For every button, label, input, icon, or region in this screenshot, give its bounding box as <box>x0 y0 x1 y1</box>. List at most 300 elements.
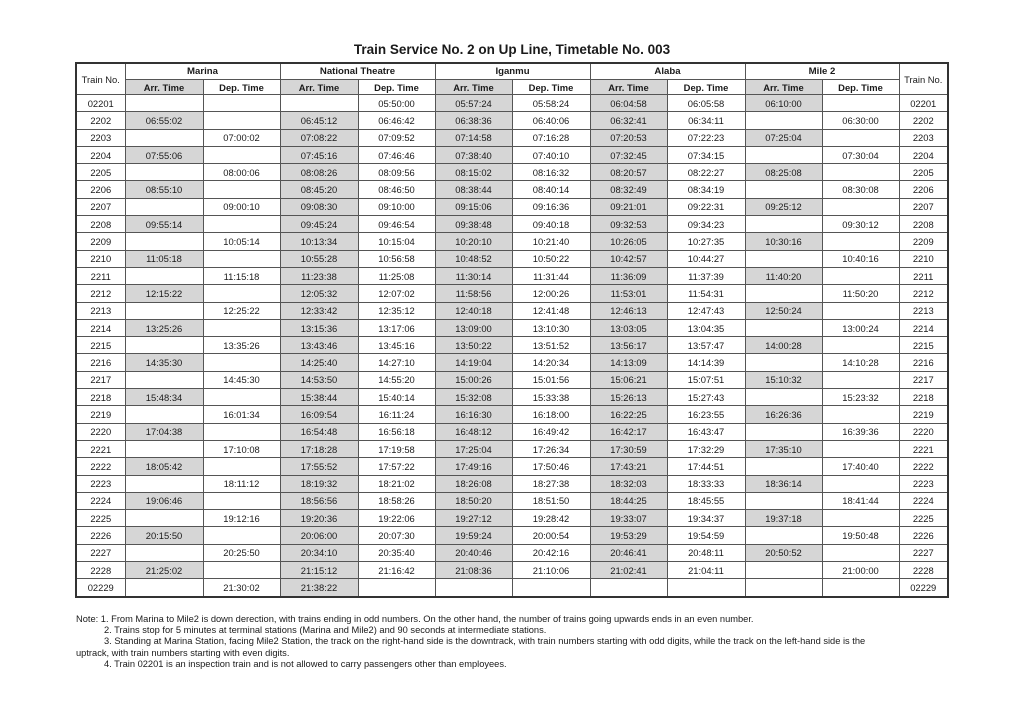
dep-time-header: Dep. Time <box>667 80 745 95</box>
arrival-time-cell: 14:25:40 <box>280 354 358 371</box>
departure-time-cell: 17:32:29 <box>667 440 745 457</box>
departure-time-cell: 15:40:14 <box>358 389 435 406</box>
arrival-time-cell <box>125 510 203 527</box>
departure-time-cell: 08:30:08 <box>822 181 899 198</box>
departure-time-cell: 11:25:08 <box>358 267 435 284</box>
arrival-time-cell: 08:15:02 <box>435 164 512 181</box>
arrival-time-cell: 10:20:10 <box>435 233 512 250</box>
train-no-cell-right: 2213 <box>899 302 948 319</box>
departure-time-cell: 08:00:06 <box>203 164 280 181</box>
arrival-time-cell: 13:56:17 <box>590 337 667 354</box>
train-no-cell: 2214 <box>76 319 125 336</box>
arrival-time-cell: 14:00:28 <box>745 337 822 354</box>
arrival-time-cell: 16:42:17 <box>590 423 667 440</box>
arrival-time-cell: 16:09:54 <box>280 406 358 423</box>
arrival-time-cell: 07:14:58 <box>435 129 512 146</box>
departure-time-cell <box>203 527 280 544</box>
departure-time-cell: 08:40:14 <box>512 181 590 198</box>
departure-time-cell: 07:16:28 <box>512 129 590 146</box>
arrival-time-cell: 14:53:50 <box>280 371 358 388</box>
train-no-cell: 2203 <box>76 129 125 146</box>
train-no-cell-right: 2217 <box>899 371 948 388</box>
departure-time-cell: 07:09:52 <box>358 129 435 146</box>
arrival-time-cell: 17:30:59 <box>590 440 667 457</box>
departure-time-cell: 17:19:58 <box>358 440 435 457</box>
departure-time-cell: 08:46:50 <box>358 181 435 198</box>
table-row <box>76 267 948 284</box>
train-no-cell: 2217 <box>76 371 125 388</box>
table-row <box>76 510 948 527</box>
train-no-cell-right: 2219 <box>899 406 948 423</box>
departure-time-cell: 10:50:22 <box>512 250 590 267</box>
departure-time-cell: 13:17:06 <box>358 319 435 336</box>
arrival-time-cell: 09:08:30 <box>280 198 358 215</box>
departure-time-cell: 09:34:23 <box>667 216 745 233</box>
train-no-cell-right: 2216 <box>899 354 948 371</box>
departure-time-cell: 18:33:33 <box>667 475 745 492</box>
arrival-time-cell <box>125 337 203 354</box>
arrival-time-cell: 18:05:42 <box>125 458 203 475</box>
arrival-time-cell <box>745 492 822 509</box>
train-no-cell-right: 2206 <box>899 181 948 198</box>
arrival-time-cell <box>745 527 822 544</box>
arrival-time-cell: 08:25:08 <box>745 164 822 181</box>
arrival-time-cell <box>745 562 822 579</box>
train-no-cell: 2224 <box>76 492 125 509</box>
arrival-time-cell: 07:25:04 <box>745 129 822 146</box>
departure-time-cell: 17:57:22 <box>358 458 435 475</box>
arrival-time-cell: 19:06:46 <box>125 492 203 509</box>
table-row <box>76 285 948 302</box>
departure-time-cell: 13:51:52 <box>512 337 590 354</box>
departure-time-cell: 19:28:42 <box>512 510 590 527</box>
departure-time-cell <box>203 112 280 129</box>
arrival-time-cell: 12:40:18 <box>435 302 512 319</box>
departure-time-cell: 18:51:50 <box>512 492 590 509</box>
departure-time-cell <box>822 579 899 597</box>
departure-time-cell <box>822 510 899 527</box>
departure-time-cell: 19:54:59 <box>667 527 745 544</box>
train-no-cell-right: 2225 <box>899 510 948 527</box>
train-no-cell-right: 2207 <box>899 198 948 215</box>
departure-time-cell: 07:30:04 <box>822 146 899 163</box>
arrival-time-cell: 17:25:04 <box>435 440 512 457</box>
arrival-time-cell: 10:26:05 <box>590 233 667 250</box>
departure-time-cell <box>203 389 280 406</box>
train-no-cell: 2218 <box>76 389 125 406</box>
arrival-time-cell: 09:55:14 <box>125 216 203 233</box>
arrival-time-cell: 13:03:05 <box>590 319 667 336</box>
departure-time-cell: 11:31:44 <box>512 267 590 284</box>
arrival-time-cell: 08:08:26 <box>280 164 358 181</box>
departure-time-cell: 12:00:26 <box>512 285 590 302</box>
departure-time-cell: 14:27:10 <box>358 354 435 371</box>
departure-time-cell: 21:16:42 <box>358 562 435 579</box>
departure-time-cell: 09:22:31 <box>667 198 745 215</box>
arrival-time-cell: 15:48:34 <box>125 389 203 406</box>
departure-time-cell: 09:10:00 <box>358 198 435 215</box>
arrival-time-cell: 10:30:16 <box>745 233 822 250</box>
train-no-cell: 2207 <box>76 198 125 215</box>
departure-time-cell: 06:46:42 <box>358 112 435 129</box>
arrival-time-cell <box>125 371 203 388</box>
arrival-time-cell: 15:00:26 <box>435 371 512 388</box>
departure-time-cell: 20:35:40 <box>358 544 435 561</box>
arrival-time-cell: 18:50:20 <box>435 492 512 509</box>
train-no-cell-right: 2203 <box>899 129 948 146</box>
departure-time-cell: 16:01:34 <box>203 406 280 423</box>
arrival-time-cell <box>590 579 667 597</box>
departure-time-cell <box>822 544 899 561</box>
train-no-cell-right: 2209 <box>899 233 948 250</box>
departure-time-cell: 10:40:16 <box>822 250 899 267</box>
departure-time-cell <box>822 267 899 284</box>
train-no-cell: 2219 <box>76 406 125 423</box>
arrival-time-cell: 19:37:18 <box>745 510 822 527</box>
departure-time-cell: 07:46:46 <box>358 146 435 163</box>
departure-time-cell: 06:30:00 <box>822 112 899 129</box>
arrival-time-cell: 13:50:22 <box>435 337 512 354</box>
table-row <box>76 579 948 597</box>
table-row <box>76 164 948 181</box>
arrival-time-cell: 17:55:52 <box>280 458 358 475</box>
arrival-time-cell: 05:57:24 <box>435 95 512 112</box>
arrival-time-cell: 19:33:07 <box>590 510 667 527</box>
arrival-time-cell: 11:53:01 <box>590 285 667 302</box>
arrival-time-cell: 17:35:10 <box>745 440 822 457</box>
departure-time-cell: 09:00:10 <box>203 198 280 215</box>
departure-time-cell: 10:27:35 <box>667 233 745 250</box>
train-no-cell-right: 2226 <box>899 527 948 544</box>
arrival-time-cell: 21:38:22 <box>280 579 358 597</box>
arrival-time-cell: 07:32:45 <box>590 146 667 163</box>
departure-time-cell: 06:40:06 <box>512 112 590 129</box>
arrival-time-cell <box>745 423 822 440</box>
departure-time-cell: 05:50:00 <box>358 95 435 112</box>
train-no-cell-right: 2208 <box>899 216 948 233</box>
train-no-cell: 2211 <box>76 267 125 284</box>
departure-time-cell <box>203 95 280 112</box>
departure-time-cell: 11:50:20 <box>822 285 899 302</box>
dep-time-header: Dep. Time <box>358 80 435 95</box>
departure-time-cell: 14:10:28 <box>822 354 899 371</box>
departure-time-cell: 14:20:34 <box>512 354 590 371</box>
arrival-time-cell: 08:20:57 <box>590 164 667 181</box>
table-row <box>76 423 948 440</box>
train-no-cell-right: 2220 <box>899 423 948 440</box>
arrival-time-cell <box>125 579 203 597</box>
train-no-cell-right: 2204 <box>899 146 948 163</box>
train-no-cell: 2206 <box>76 181 125 198</box>
dep-time-header: Dep. Time <box>822 80 899 95</box>
arrival-time-cell: 20:15:50 <box>125 527 203 544</box>
arrival-time-cell: 15:06:21 <box>590 371 667 388</box>
train-no-cell-right: 2212 <box>899 285 948 302</box>
arrival-time-cell: 19:27:12 <box>435 510 512 527</box>
arrival-time-cell: 17:43:21 <box>590 458 667 475</box>
departure-time-cell <box>203 250 280 267</box>
arrival-time-cell: 06:45:12 <box>280 112 358 129</box>
departure-time-cell: 12:41:48 <box>512 302 590 319</box>
departure-time-cell: 12:47:43 <box>667 302 745 319</box>
arrival-time-cell <box>745 250 822 267</box>
train-no-cell-right: 2202 <box>899 112 948 129</box>
train-no-cell: 2225 <box>76 510 125 527</box>
departure-time-cell: 06:34:11 <box>667 112 745 129</box>
departure-time-cell: 11:37:39 <box>667 267 745 284</box>
departure-time-cell: 10:21:40 <box>512 233 590 250</box>
dep-time-header: Dep. Time <box>203 80 280 95</box>
departure-time-cell: 16:39:36 <box>822 423 899 440</box>
arrival-time-cell: 09:21:01 <box>590 198 667 215</box>
train-no-cell-right: 2223 <box>899 475 948 492</box>
timetable-title: Train Service No. 2 on Up Line, Timetable No. 003 <box>353 42 671 57</box>
departure-time-cell: 14:45:30 <box>203 371 280 388</box>
train-no-cell-right: 2211 <box>899 267 948 284</box>
departure-time-cell: 17:10:08 <box>203 440 280 457</box>
arrival-time-cell <box>125 302 203 319</box>
arrival-time-cell: 07:45:16 <box>280 146 358 163</box>
departure-time-cell: 16:43:47 <box>667 423 745 440</box>
train-no-cell: 2213 <box>76 302 125 319</box>
arrival-time-cell: 10:55:28 <box>280 250 358 267</box>
train-no-cell: 2215 <box>76 337 125 354</box>
departure-time-cell: 17:44:51 <box>667 458 745 475</box>
arrival-time-cell <box>745 389 822 406</box>
table-row <box>76 562 948 579</box>
arrival-time-cell: 09:45:24 <box>280 216 358 233</box>
table-row <box>76 319 948 336</box>
arrival-time-cell: 07:20:53 <box>590 129 667 146</box>
departure-time-cell: 07:40:10 <box>512 146 590 163</box>
train-no-cell-right: 2222 <box>899 458 948 475</box>
train-no-cell-right: 2228 <box>899 562 948 579</box>
train-no-cell: 02229 <box>76 579 125 597</box>
arrival-time-cell: 14:13:09 <box>590 354 667 371</box>
arrival-time-cell: 16:22:25 <box>590 406 667 423</box>
arrival-time-cell <box>125 544 203 561</box>
note-4: 4. Train 02201 is an inspection train and is not allowed to carry passengers other than employees. <box>104 658 507 669</box>
departure-time-cell: 13:04:35 <box>667 319 745 336</box>
arrival-time-cell: 20:50:52 <box>745 544 822 561</box>
notes-section <box>76 614 956 670</box>
train-no-header: Train No. <box>76 63 125 95</box>
departure-time-cell <box>822 406 899 423</box>
departure-time-cell <box>203 492 280 509</box>
arrival-time-cell: 11:40:20 <box>745 267 822 284</box>
arrival-time-cell: 17:04:38 <box>125 423 203 440</box>
departure-time-cell: 18:41:44 <box>822 492 899 509</box>
train-no-cell: 2221 <box>76 440 125 457</box>
arrival-time-cell: 08:38:44 <box>435 181 512 198</box>
departure-time-cell: 20:00:54 <box>512 527 590 544</box>
arrival-time-cell: 09:38:48 <box>435 216 512 233</box>
departure-time-cell: 11:15:18 <box>203 267 280 284</box>
arrival-time-cell <box>125 406 203 423</box>
arrival-time-cell: 06:38:36 <box>435 112 512 129</box>
table-row <box>76 198 948 215</box>
departure-time-cell <box>822 302 899 319</box>
arrival-time-cell <box>745 285 822 302</box>
train-no-cell: 2208 <box>76 216 125 233</box>
departure-time-cell: 15:07:51 <box>667 371 745 388</box>
table-row <box>76 129 948 146</box>
departure-time-cell: 15:27:43 <box>667 389 745 406</box>
station-header-alaba: Alaba <box>590 63 745 80</box>
train-no-cell-right: 2221 <box>899 440 948 457</box>
departure-time-cell: 18:21:02 <box>358 475 435 492</box>
arrival-time-cell: 13:43:46 <box>280 337 358 354</box>
arrival-time-cell: 11:36:09 <box>590 267 667 284</box>
arrival-time-cell: 12:50:24 <box>745 302 822 319</box>
departure-time-cell: 16:18:00 <box>512 406 590 423</box>
departure-time-cell: 13:35:26 <box>203 337 280 354</box>
train-no-cell: 2210 <box>76 250 125 267</box>
train-no-cell: 2220 <box>76 423 125 440</box>
arrival-time-cell: 19:20:36 <box>280 510 358 527</box>
table-row <box>76 146 948 163</box>
train-no-cell-right: 02229 <box>899 579 948 597</box>
dep-time-header: Dep. Time <box>512 80 590 95</box>
arrival-time-cell: 09:25:12 <box>745 198 822 215</box>
table-row <box>76 337 948 354</box>
arrival-time-cell <box>435 579 512 597</box>
departure-time-cell: 11:54:31 <box>667 285 745 302</box>
timetable-body <box>76 95 948 597</box>
arrival-time-cell: 12:33:42 <box>280 302 358 319</box>
arrival-time-cell: 18:19:32 <box>280 475 358 492</box>
departure-time-cell <box>512 579 590 597</box>
arrival-time-cell <box>125 440 203 457</box>
table-row <box>76 112 948 129</box>
departure-time-cell: 20:25:50 <box>203 544 280 561</box>
departure-time-cell: 21:00:00 <box>822 562 899 579</box>
departure-time-cell: 19:22:06 <box>358 510 435 527</box>
departure-time-cell: 20:42:16 <box>512 544 590 561</box>
arrival-time-cell: 13:09:00 <box>435 319 512 336</box>
table-row <box>76 492 948 509</box>
departure-time-cell: 13:10:30 <box>512 319 590 336</box>
arrival-time-cell: 07:38:40 <box>435 146 512 163</box>
arrival-time-cell: 06:32:41 <box>590 112 667 129</box>
departure-time-cell: 18:45:55 <box>667 492 745 509</box>
departure-time-cell: 18:27:38 <box>512 475 590 492</box>
departure-time-cell <box>822 233 899 250</box>
departure-time-cell: 07:22:23 <box>667 129 745 146</box>
departure-time-cell: 21:04:11 <box>667 562 745 579</box>
arrival-time-cell: 14:19:04 <box>435 354 512 371</box>
departure-time-cell <box>822 198 899 215</box>
table-row <box>76 406 948 423</box>
departure-time-cell <box>203 458 280 475</box>
departure-time-cell: 15:01:56 <box>512 371 590 388</box>
arrival-time-cell: 08:55:10 <box>125 181 203 198</box>
departure-time-cell <box>203 423 280 440</box>
departure-time-cell <box>358 579 435 597</box>
arrival-time-cell: 12:46:13 <box>590 302 667 319</box>
departure-time-cell: 18:11:12 <box>203 475 280 492</box>
departure-time-cell: 15:23:32 <box>822 389 899 406</box>
arrival-time-cell: 11:05:18 <box>125 250 203 267</box>
arrival-time-cell: 09:15:06 <box>435 198 512 215</box>
departure-time-cell: 10:56:58 <box>358 250 435 267</box>
arrival-time-cell <box>745 319 822 336</box>
departure-time-cell: 14:55:20 <box>358 371 435 388</box>
arrival-time-cell: 16:26:36 <box>745 406 822 423</box>
station-header-marina: Marina <box>125 63 280 80</box>
train-no-cell: 2227 <box>76 544 125 561</box>
arrival-time-cell: 10:48:52 <box>435 250 512 267</box>
station-header-mile-2: Mile 2 <box>745 63 899 80</box>
arrival-time-cell: 17:18:28 <box>280 440 358 457</box>
arrival-time-cell <box>125 129 203 146</box>
departure-time-cell: 08:34:19 <box>667 181 745 198</box>
departure-time-cell: 14:14:39 <box>667 354 745 371</box>
departure-time-cell: 07:00:02 <box>203 129 280 146</box>
arrival-time-cell: 17:49:16 <box>435 458 512 475</box>
arrival-time-cell: 09:32:53 <box>590 216 667 233</box>
departure-time-cell: 05:58:24 <box>512 95 590 112</box>
table-row <box>76 354 948 371</box>
arrival-time-cell: 15:32:08 <box>435 389 512 406</box>
arrival-time-cell <box>125 164 203 181</box>
departure-time-cell: 10:05:14 <box>203 233 280 250</box>
arrival-time-cell <box>745 181 822 198</box>
timetable-table <box>75 62 949 598</box>
departure-time-cell: 12:25:22 <box>203 302 280 319</box>
arrival-time-cell <box>745 146 822 163</box>
arrival-time-cell <box>745 112 822 129</box>
table-row <box>76 250 948 267</box>
arrival-time-cell: 07:55:06 <box>125 146 203 163</box>
departure-time-cell: 09:30:12 <box>822 216 899 233</box>
arr-time-header: Arr. Time <box>435 80 512 95</box>
train-no-cell: 02201 <box>76 95 125 112</box>
departure-time-cell: 16:49:42 <box>512 423 590 440</box>
departure-time-cell <box>822 95 899 112</box>
arrival-time-cell: 07:08:22 <box>280 129 358 146</box>
train-no-cell: 2222 <box>76 458 125 475</box>
departure-time-cell: 17:50:46 <box>512 458 590 475</box>
train-no-cell-right: 2215 <box>899 337 948 354</box>
arrival-time-cell: 13:15:36 <box>280 319 358 336</box>
arrival-time-cell: 20:34:10 <box>280 544 358 561</box>
departure-time-cell: 18:58:26 <box>358 492 435 509</box>
train-no-cell-right: 2205 <box>899 164 948 181</box>
departure-time-cell: 16:23:55 <box>667 406 745 423</box>
train-no-cell: 2205 <box>76 164 125 181</box>
arrival-time-cell: 10:13:34 <box>280 233 358 250</box>
departure-time-cell: 19:12:16 <box>203 510 280 527</box>
departure-time-cell <box>203 181 280 198</box>
departure-time-cell: 09:40:18 <box>512 216 590 233</box>
train-no-cell-right: 02201 <box>899 95 948 112</box>
arrival-time-cell: 19:53:29 <box>590 527 667 544</box>
table-row <box>76 475 948 492</box>
departure-time-cell: 13:45:16 <box>358 337 435 354</box>
departure-time-cell: 19:50:48 <box>822 527 899 544</box>
table-row <box>76 389 948 406</box>
departure-time-cell <box>203 285 280 302</box>
table-row <box>76 216 948 233</box>
arrival-time-cell <box>125 95 203 112</box>
arrival-time-cell <box>280 95 358 112</box>
arrival-time-cell: 21:25:02 <box>125 562 203 579</box>
departure-time-cell <box>822 371 899 388</box>
arrival-time-cell: 16:48:12 <box>435 423 512 440</box>
departure-time-cell: 08:22:27 <box>667 164 745 181</box>
arrival-time-cell: 15:10:32 <box>745 371 822 388</box>
